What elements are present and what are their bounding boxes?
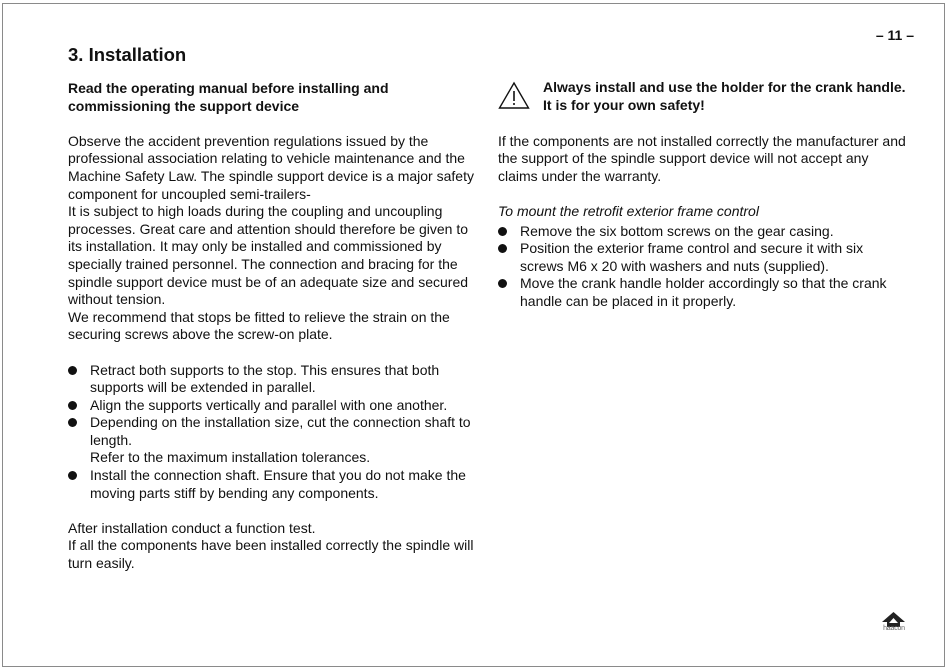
manufacturer-logo-text: haacon [883,625,905,632]
spacer [498,185,908,203]
list-item-text: Align the supports vertically and parallel with one another. [90,396,448,413]
list-item [498,275,908,310]
list-item [68,397,478,415]
left-heading: Read the operating manual before installing and commissioning the support device [68,80,389,114]
list-item-text: Depending on the installation size, cut the connection shaft to length. [90,414,471,448]
warning-triangle-icon [498,81,530,110]
spacer [498,115,908,133]
list-item-note: Refer to the maximum installation tolerances. [90,449,371,466]
page-number: – 11 – [875,27,914,43]
section-title: 3. Installation [68,44,187,65]
right-column [498,79,908,311]
spacer [68,115,478,133]
closing-paragraph: After installation conduct a function test. [68,519,316,536]
list-item-text: Position the exterior frame control and secure it with six screws M6 x 20 with washers and nuts (supplied). [520,240,864,274]
bullet-icon [68,366,77,375]
list-item-text: Remove the six bottom screws on the gear casing. [520,222,834,239]
bullet-icon [498,279,507,288]
spacer [68,344,478,362]
spacer [68,502,478,520]
list-item [68,362,478,397]
list-item [68,467,478,502]
bullet-icon [498,244,507,253]
intro-paragraph: We recommend that stops be fitted to relieve the strain on the securing screws above the screw-on plate. [68,308,450,343]
left-column [68,80,478,573]
list-item-text: Retract both supports to the stop. This ensures that both supports will be extended in parallel. [90,361,440,396]
warranty-paragraph: If the components are not installed correctly the manufacturer and the support of the spindle support device will not accept any claims under the warranty. [498,132,906,184]
closing-paragraph: If all the components have been installed correctly the spindle will turn easily. [68,537,474,572]
manufacturer-logo-icon [880,611,907,636]
list-item-text: Move the crank handle holder accordingly so that the crank handle can be placed in it properly. [520,275,887,309]
warning-text: Always install and use the holder for the crank handle. It is for your own safety! [543,79,906,113]
retrofit-steps-list [498,223,908,311]
intro-paragraph: Observe the accident prevention regulations issued by the professional association relating to vehicle maintenance and the Machine Safety Law. The spindle support device is a major safety component for uncoupled semi-trailers- [68,132,474,202]
safety-warning [498,79,908,115]
list-item [498,223,908,241]
list-item-text: Install the connection shaft. Ensure that you do not make the moving parts stiff by bending any components. [90,467,466,501]
bullet-icon [498,227,507,236]
bullet-icon [68,401,77,410]
intro-paragraph: It is subject to high loads during the coupling and uncoupling processes. Great care and attention should therefore be given to its installation. It may only be installed and commissioned by specially trained personnel. The connection and bracing for the spindle support device must be of an adequate size and secured without tension. [68,203,469,308]
installation-steps-list [68,362,478,503]
bullet-icon [68,471,77,480]
list-item [68,414,478,467]
bullet-icon [68,418,77,427]
list-item [498,240,908,275]
retrofit-subheading: To mount the retrofit exterior frame control [498,202,759,219]
